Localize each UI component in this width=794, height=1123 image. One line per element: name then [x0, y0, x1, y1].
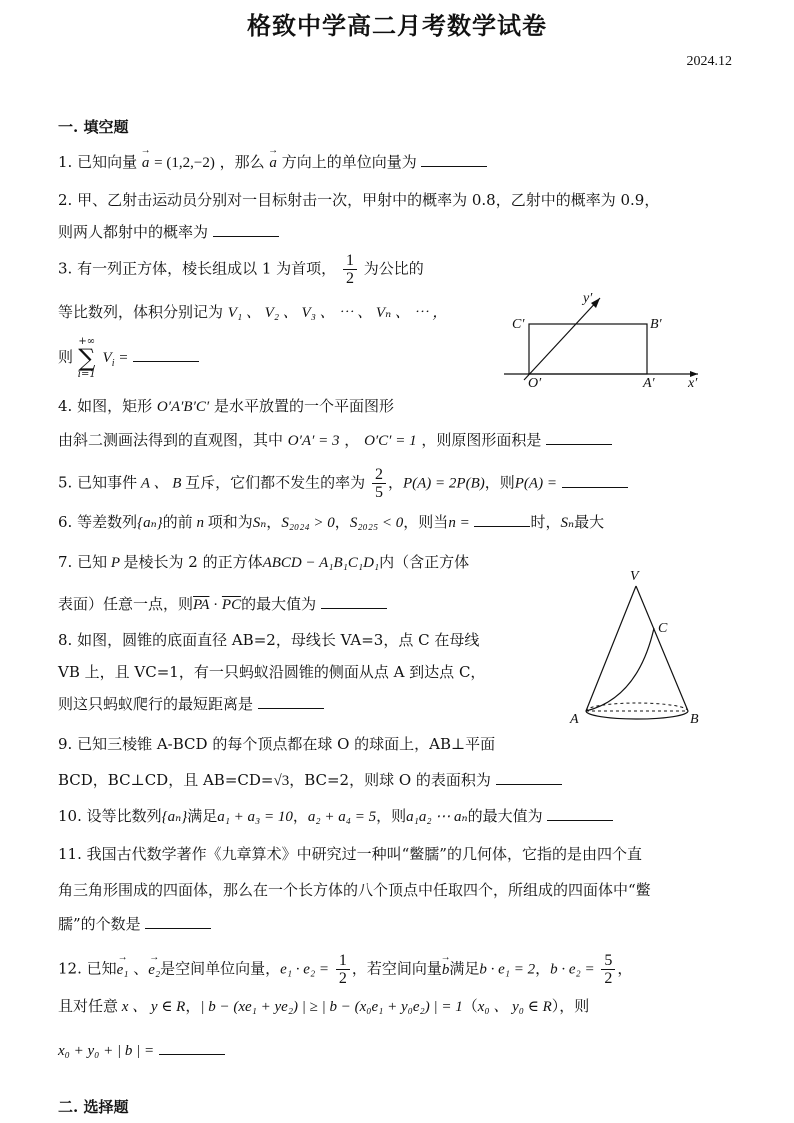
vector-b: → b [442, 960, 450, 980]
question-6 [58, 512, 604, 533]
vector-e1: → e₁ [117, 960, 129, 980]
q11-line3-text: 臑”的个数是 [58, 915, 141, 933]
vector-PC: $\overline{PC}$ [221, 597, 242, 613]
q8-line3-text: 则这只蚂蚁爬行的最短距离是 [58, 695, 254, 713]
q4-text-a: 4. 如图，矩形 [58, 397, 153, 415]
answer-blank-3[interactable] [133, 347, 199, 362]
q4-cond1: O′A′ = 3 [287, 433, 340, 449]
q12-sep3: ， [617, 959, 633, 978]
q12-xy: x 、 y ∈ R [118, 999, 186, 1015]
q3-line2-text: 等比数列，体积分别记为 [58, 303, 224, 321]
sum-term: V [102, 350, 112, 366]
q12-inequality: | b − (xe₁ + ye₂) | ≥ | b − (x₀e₁ + y₀e₂) | = 1 [200, 999, 463, 1015]
q6-s2025: S₂₀₂₅ < 0 [349, 515, 404, 531]
q6-text-c: 项和为 [207, 513, 253, 531]
fraction-five-halves [601, 952, 615, 987]
label-O-prime: O′ [528, 376, 542, 388]
answer-blank-6[interactable] [474, 512, 530, 527]
question-4-line-1 [58, 396, 394, 417]
question-3-line-2 [58, 302, 447, 323]
question-7-line-2 [58, 594, 387, 615]
q12-line2-a: 且对任意 [58, 997, 119, 1015]
q5-cond: P(A) = 2P(B) [402, 475, 485, 492]
y-axis [524, 298, 600, 380]
section-fill-in-heading: 一. 填空题 [58, 118, 129, 136]
sum-upper: +∞ [78, 336, 96, 347]
q6-text-a: 6. 等差数列 [58, 513, 138, 531]
cone-base-back [586, 703, 688, 711]
fraction-half-q12 [336, 952, 350, 987]
answer-blank-11[interactable] [145, 914, 211, 929]
q2-line2-text: 则两人都射中的概率为 [58, 223, 209, 241]
page-title: 格致中学高二月考数学试卷 [247, 11, 547, 40]
rectangle-OABC [529, 324, 647, 374]
q7-text-c: 内（含正方体 [379, 553, 470, 571]
question-8-line-3 [58, 694, 324, 714]
q12-text-d: ，若空间向量 [351, 959, 442, 978]
q3-volumes: V₁ 、 V₂ 、 V₃ 、 ⋯ 、 Vₙ 、 ⋯ ， [227, 305, 448, 321]
q12-sep2: ， [535, 959, 551, 978]
q4-sep: ， [344, 431, 360, 449]
label-A: A [570, 712, 579, 727]
frac-den: 2 [338, 970, 347, 987]
q5-text-d: ，则 [484, 473, 515, 492]
q7-cube: ABCD − A₁B₁C₁D₁ [262, 555, 380, 571]
frac-den: 2 [345, 270, 354, 287]
q10-sep: ， [292, 807, 308, 825]
question-12-line-1 [58, 952, 632, 987]
ant-path [586, 628, 654, 711]
question-9-line-2 [58, 770, 562, 791]
q9-text-a: BCD，BC⊥CD，且 AB=CD= [58, 771, 274, 789]
q10-text-e: 的最大值为 [467, 807, 543, 825]
sum-lower: i=1 [77, 369, 96, 380]
q12-x0y0: x₀ 、 y₀ ∈ R [477, 999, 552, 1015]
fraction-half [343, 252, 357, 287]
q10-text-d: ，则 [376, 807, 407, 825]
question-2-line-1: 2. 甲、乙射击运动员分别对一目标射击一次，甲射中的概率为 0.8，乙射中的概率为 0.9， [58, 191, 660, 209]
vector-e2: → e₂ [148, 960, 160, 980]
q6-sn2: Sₙ [560, 515, 575, 531]
sum-sub: i [111, 358, 115, 369]
q5-events: A 、 B [137, 475, 186, 492]
label-B-prime: B′ [650, 317, 662, 332]
section-choice-heading: 二. 选择题 [58, 1098, 129, 1116]
q7-line2-text: 表面）任意一点，则 [58, 595, 194, 613]
q7-text-a: 7. 已知 [58, 553, 108, 571]
frac-num: 5 [601, 952, 615, 970]
q3-text-b: 为公比的 [363, 259, 424, 278]
question-9-line-1: 9. 已知三棱锥 A-BCD 的每个顶点都在球 O 的球面上，AB⊥平面 [58, 735, 496, 753]
answer-blank-2[interactable] [213, 222, 279, 237]
answer-blank-7[interactable] [321, 594, 387, 609]
label-B: B [690, 712, 699, 727]
q3-text-a: 3. 有一列正方体，棱长组成以 1 为首项， [58, 259, 337, 278]
answer-blank-5[interactable] [562, 473, 628, 488]
q1-suffix: 方向上的单位向量为 [281, 153, 417, 171]
label-C-prime: C′ [512, 317, 525, 332]
q4-cond2: O′C′ = 1 [364, 433, 417, 449]
summation-symbol: +∞ ∑ i=1 [77, 336, 96, 380]
label-V: V [630, 569, 639, 584]
q6-seq: {aₙ} [137, 515, 163, 531]
q4-shape: O′A′B′C′ [156, 399, 210, 415]
q6-text-f: ，则当 [403, 513, 449, 531]
q4-line2-tail: ，则原图形面积是 [421, 431, 542, 449]
q7-line2-tail: 的最大值为 [241, 595, 317, 613]
question-2-line-2 [58, 222, 279, 242]
question-5 [58, 466, 628, 501]
question-3-line-1 [58, 252, 424, 287]
label-A-prime: A′ [643, 376, 655, 388]
frac-den: 5 [374, 484, 383, 501]
q10-text-b: 满足 [187, 807, 218, 825]
q10-product: a₁a₂ ⋯ aₙ [406, 809, 468, 825]
cone-base-front [586, 711, 688, 719]
q12-text-e: 满足 [449, 959, 480, 978]
figure-rectangle-oblique [500, 288, 710, 388]
q4-text-b: 是水平放置的一个平面图形 [213, 397, 394, 415]
answer-blank-1[interactable] [421, 152, 487, 167]
q5-text-b: 互斥，它们都不发生的率为 [185, 473, 366, 492]
q7-p: P [107, 555, 124, 571]
answer-blank-12[interactable] [159, 1040, 225, 1055]
frac-num: 1 [343, 252, 357, 270]
q6-sep1: ， [266, 513, 282, 531]
question-11-line-1: 11. 我国古代数学著作《九章算术》中研究过一种叫“鳖臑”的几何体，它指的是由四个直 [58, 845, 642, 863]
answer-blank-8[interactable] [258, 694, 324, 709]
q12-dot1: e₁ · e₂ = [280, 961, 330, 978]
q12-dot2: b · e₁ = 2 [479, 961, 536, 978]
q6-text-h: 最大 [574, 513, 605, 531]
q12-line2-b: ， [185, 997, 201, 1015]
vector-PA: $\overline{PA}$ [193, 597, 210, 613]
question-8-line-1: 8. 如图，圆锥的底面直径 AB=2，母线长 VA=3，点 C 在母线 [58, 631, 480, 649]
q9-sqrt3: √3 [273, 773, 290, 789]
question-11-line-2: 角三角形围成的四面体，那么在一个长方体的八个顶点中任取四个，所组成的四面体中“鳖 [58, 881, 651, 899]
q9-text-b: ，BC=2，则球 O 的表面积为 [289, 771, 491, 789]
answer-blank-10[interactable] [547, 806, 613, 821]
q10-seq: {aₙ} [161, 809, 188, 825]
q7-text-b: 是棱长为 2 的正方体 [123, 553, 263, 571]
q5-text-a: 5. 已知事件 [58, 473, 138, 492]
q6-n: n [192, 515, 208, 531]
frac-num: 1 [336, 952, 350, 970]
label-y-prime: y′ [583, 291, 593, 306]
question-7-line-1 [58, 552, 469, 573]
cone-edge-VB [636, 586, 688, 711]
question-11-line-3 [58, 914, 211, 934]
q10-cond1: a₁ + a₃ = 10 [217, 809, 293, 825]
label-C: C [658, 621, 668, 636]
question-3-line-3 [58, 336, 199, 380]
fraction-two-fifths [372, 466, 386, 501]
frac-num: 2 [372, 466, 386, 484]
q1-mid: ，那么 [219, 153, 265, 171]
exam-date: 2024.12 [686, 54, 732, 69]
q4-line2-text: 由斜二测画法得到的直观图，其中 [58, 431, 284, 449]
q6-text-b: 的前 [162, 513, 193, 531]
question-1 [58, 152, 487, 173]
label-x-prime: x′ [688, 376, 698, 388]
q6-s2024: S₂₀₂₄ > 0 [281, 515, 335, 531]
answer-blank-4[interactable] [546, 430, 612, 445]
question-4-line-2 [58, 430, 612, 451]
question-8-line-2: VB 上，且 VC=1，有一只蚂蚁沿圆锥的侧面从点 A 到达点 C， [58, 663, 486, 681]
q12-sep: 、 [128, 959, 149, 978]
q10-text-a: 10. 设等比数列 [58, 807, 162, 825]
sum-eq: = [119, 350, 128, 366]
q1-prefix: 1. 已知向量 [58, 153, 138, 171]
q5-sep: ， [387, 473, 403, 492]
q12-line2-c: （ [462, 997, 478, 1015]
q10-cond2: a₂ + a₄ = 5 [307, 809, 377, 825]
q6-text-g: 时， [530, 513, 561, 531]
q12-text-c: 是空间单位向量， [160, 959, 281, 978]
vector-a-value: = (1,2,−2) [154, 155, 215, 171]
q12-line3-expr: x₀ + y₀ + | b | = [58, 1043, 155, 1059]
q12-text-a: 12. 已知 [58, 959, 117, 978]
cone-edge-VA [586, 586, 636, 711]
answer-blank-9[interactable] [496, 770, 562, 785]
question-10 [58, 806, 613, 827]
q5-ask: P(A) = [514, 475, 557, 492]
q6-neq: n = [448, 515, 470, 531]
question-12-line-3 [58, 1040, 225, 1061]
figure-cone [566, 566, 706, 730]
q7-dot: · [209, 597, 222, 613]
vector-a-ref: → a [269, 153, 277, 173]
q12-dot3: b · e₂ = [550, 961, 595, 978]
q12-line2-d: ），则 [551, 997, 590, 1015]
question-12-line-2 [58, 996, 589, 1017]
frac-den: 2 [604, 970, 613, 987]
q6-sep2: ， [334, 513, 350, 531]
vector-a: → a [142, 153, 150, 173]
q3-line3-text: 则 [58, 348, 74, 366]
q6-sn: Sₙ [252, 515, 267, 531]
